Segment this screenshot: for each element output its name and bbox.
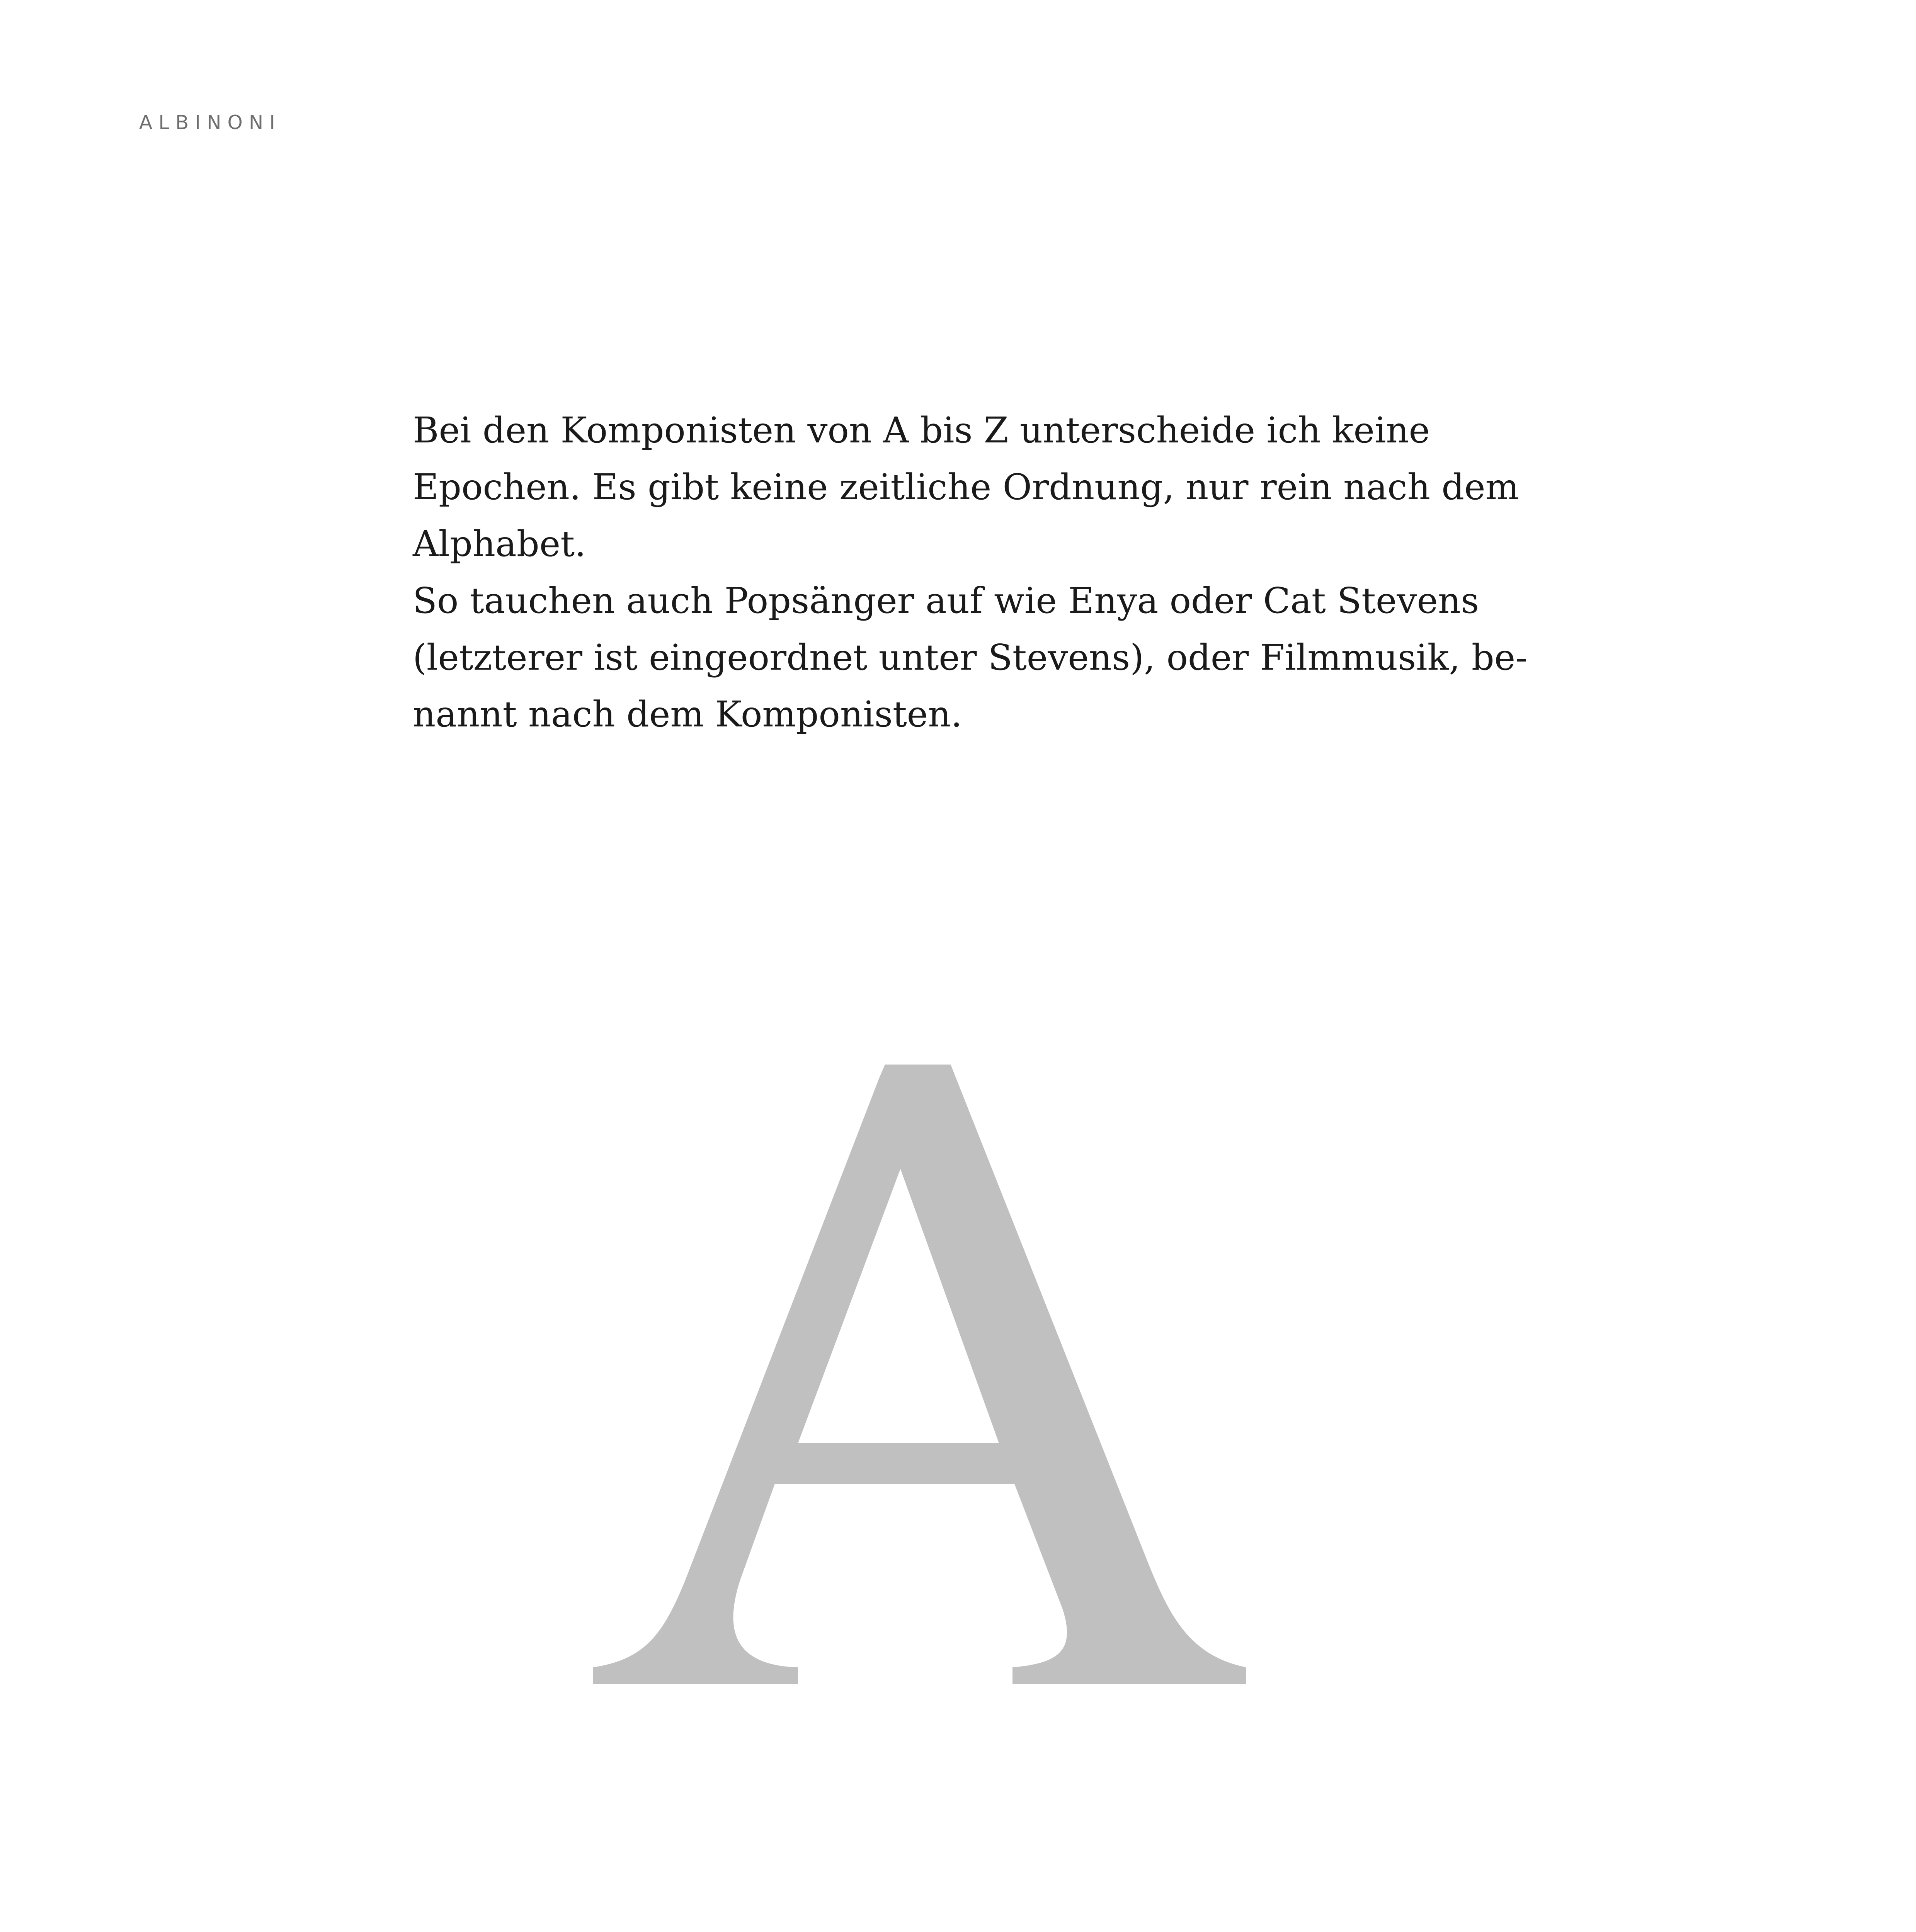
paragraph1-line-3: Alphabet. [413, 523, 586, 565]
paragraph1-line-2: Epochen. Es gibt keine zeitliche Ordnung, nur rein nach dem [413, 466, 1519, 508]
paragraph1-line-1: Bei den Komponisten von A bis Z unterscheide ich keine [413, 410, 1430, 451]
paragraph2-line-1: So tauchen auch Popsänger auf wie Enya oder Cat Stevens [413, 580, 1479, 621]
paragraph2-line-2: (letzterer ist eingeordnet unter Stevens), oder Filmmusik, be- [413, 637, 1528, 678]
section-letter-glyph [593, 1065, 1250, 1698]
body-text [413, 402, 1528, 743]
paragraph2-line-3: nannt nach dem Komponisten. [413, 694, 962, 735]
section-letter-a [593, 1065, 1250, 1698]
running-head: ALBINONI [139, 111, 282, 134]
